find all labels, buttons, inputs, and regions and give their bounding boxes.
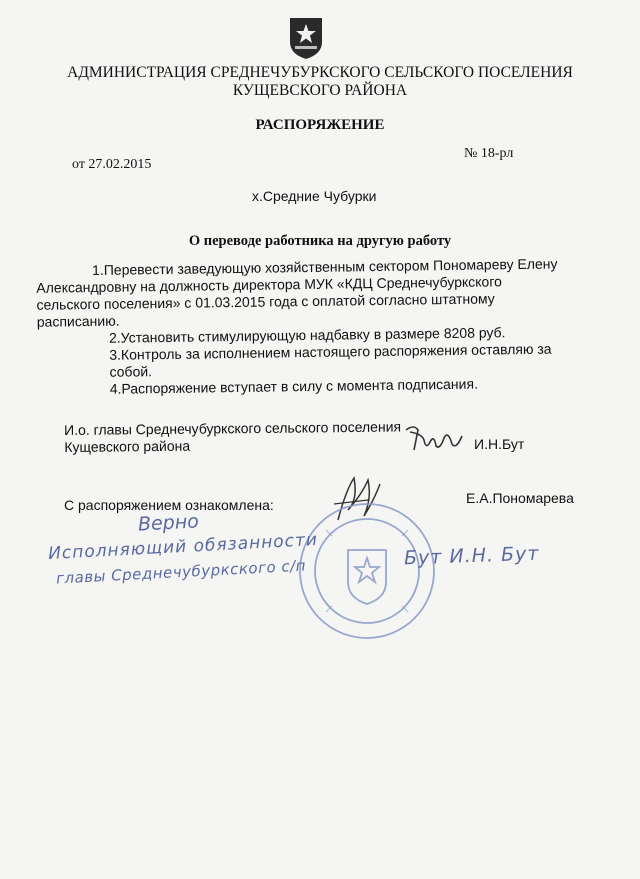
- handwritten-signature-name: Бут И.Н. Бут: [403, 542, 540, 570]
- paragraph-2: 2.Установить стимулирующую надбавку в размере 8208 руб.: [108, 324, 506, 346]
- org-line-1: АДМИНИСТРАЦИЯ СРЕДНЕЧУБУРКСКОГО СЕЛЬСКОГО ПОСЕЛЕНИЯ: [67, 64, 573, 81]
- document-date: от 27.02.2015: [72, 157, 152, 172]
- paragraph-1-line-3: сельского поселения» с 01.03.2015 года с оплатой согласно штатному: [36, 290, 495, 313]
- acknowledgement-label: С распоряжением ознакомлена:: [64, 497, 274, 513]
- organization-name: [0, 64, 640, 100]
- document-body: [36, 255, 574, 398]
- signatory-title: [64, 418, 401, 456]
- paragraph-1-line-4: расписанию.: [36, 312, 120, 330]
- acknowledgement-name: Е.А.Пономарева: [466, 490, 574, 506]
- coat-of-arms-icon: [286, 16, 326, 60]
- paragraph-1-line-1: 1.Перевести заведующую хозяйственным сектором Пономареву Елену: [92, 255, 558, 278]
- document-subject: О переводе работника на другую работу: [188, 233, 452, 249]
- handwritten-head-title: главы Среднечубуркского с/п: [55, 556, 307, 588]
- document-type: РАСПОРЯЖЕНИЕ: [255, 117, 385, 133]
- document-number: № 18-рл: [464, 146, 514, 161]
- paragraph-4: 4.Распоряжение вступает в силу с момента подписания.: [109, 375, 479, 397]
- signatory-title-line-2: Кущевского района: [64, 437, 191, 455]
- signatory-title-line-1: И.о. главы Среднечубуркского сельского поселения: [64, 418, 402, 438]
- official-stamp-icon: [296, 500, 438, 642]
- document-place: х.Средние Чубурки: [252, 188, 377, 204]
- handwritten-verified: Верно: [137, 510, 200, 536]
- signatory-name: И.Н.Бут: [474, 436, 525, 452]
- handwritten-signature-icon: [400, 420, 470, 460]
- paragraph-3: 3.Контроль за исполнением настоящего распоряжения оставляю за собой.: [109, 340, 552, 380]
- org-line-2: КУЩЕВСКОГО РАЙОНА: [232, 82, 408, 99]
- paragraph-1-line-2: Александровну на должность директора МУК «КДЦ Среднечубуркского: [36, 273, 502, 296]
- handwritten-acting-title: Исполняющий обязанности: [47, 529, 319, 565]
